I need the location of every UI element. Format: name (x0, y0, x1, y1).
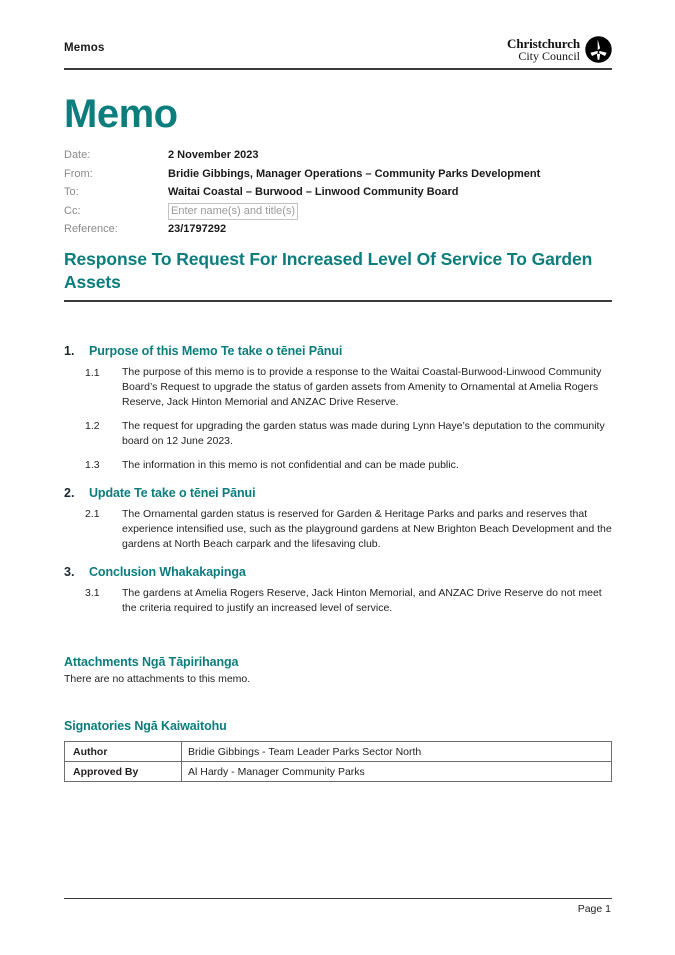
signatory-person-approved-by: Al Hardy - Manager Community Parks (182, 762, 612, 782)
section-2-title: Update Te take o tēnei Pānui (89, 485, 256, 500)
paragraph-3-1 (64, 586, 612, 616)
section-2-heading (64, 486, 612, 500)
meta-row-date (64, 146, 612, 165)
running-header-title: Memos (64, 42, 105, 54)
document-body (64, 344, 612, 628)
footer-page-number: Page 1 (577, 903, 611, 915)
meta-label-reference: Reference: (64, 223, 118, 235)
cc-input-field[interactable]: Enter name(s) and title(s) (168, 203, 298, 220)
section-1-title: Purpose of this Memo Te take o tēnei Pānui (89, 344, 343, 358)
section-1-number: 1. (64, 344, 75, 358)
memo-metadata (64, 146, 612, 239)
table-row (65, 742, 612, 762)
section-1-heading (64, 344, 612, 358)
paragraph-3-1-text: The gardens at Amelia Rogers Reserve, Jack Hinton Memorial, and ANZAC Drive Reserve do not meet the criteria required to justify an increased level of service. (122, 586, 602, 614)
council-logo-line1: Christchurch (507, 35, 580, 51)
memo-word: Memo (64, 92, 178, 136)
meta-label-to: To: (64, 186, 79, 198)
section-3 (64, 565, 612, 616)
signatories-section (64, 719, 612, 782)
meta-row-cc (64, 202, 612, 221)
section-3-number: 3. (64, 564, 75, 579)
attachments-text: There are no attachments to this memo. (64, 673, 251, 685)
section-3-heading (64, 565, 612, 579)
section-3-title: Conclusion Whakakapinga (89, 564, 246, 579)
paragraph-1-1 (64, 365, 612, 410)
meta-value-to: Waitai Coastal – Burwood – Linwood Community Board (168, 186, 459, 198)
attachments-section (64, 655, 612, 687)
paragraph-2-1-number: 2.1 (85, 508, 100, 521)
paragraph-1-2 (64, 419, 612, 449)
meta-label-cc: Cc: (64, 204, 81, 217)
section-2-number: 2. (64, 485, 75, 500)
meta-value-from: Bridie Gibbings, Manager Operations – Community Parks Development (168, 167, 541, 180)
section-2 (64, 486, 612, 552)
meta-value-date: 2 November 2023 (168, 149, 259, 161)
signatories-table (64, 741, 612, 782)
paragraph-1-3-number: 1.3 (85, 459, 100, 472)
title-divider (64, 300, 612, 302)
document-title: Response To Request For Increased Level Of Service To Garden Assets (64, 249, 593, 293)
meta-row-to (64, 183, 612, 202)
meta-value-reference: 23/1797292 (168, 223, 227, 235)
signatory-person-author: Bridie Gibbings - Team Leader Parks Sector North (182, 742, 612, 762)
council-crest-icon (585, 36, 612, 63)
meta-row-from (64, 165, 612, 184)
paragraph-1-3 (64, 458, 612, 473)
signatory-role-author: Author (65, 742, 182, 762)
paragraph-1-1-number: 1.1 (85, 366, 100, 379)
paragraph-1-1-text: The purpose of this memo is to provide a response to the Waitai Coastal-Burwood-Linwood Community Board’s Request to upgrade the status of garden assets from Amenity to Ornamental at Amelia Rogers Reserve, Jack Hinton Memorial and ANZAC Drive Reserve. (122, 366, 602, 408)
section-1 (64, 344, 612, 473)
council-logo (507, 36, 612, 63)
paragraph-1-3-text: The information in this memo is not confidential and can be made public. (122, 458, 459, 471)
council-logo-text (507, 37, 580, 62)
table-row (65, 762, 612, 782)
paragraph-3-1-number: 3.1 (85, 587, 100, 600)
meta-label-from: From: (64, 167, 93, 180)
signatories-heading: Signatories Ngā Kaiwaitohu (64, 719, 227, 733)
signatory-role-approved-by: Approved By (65, 762, 182, 782)
paragraph-1-2-text: The request for upgrading the garden status was made during Lynn Haye’s deputation to the community board on 12 June 2023. (122, 419, 605, 447)
meta-row-reference (64, 220, 612, 239)
paragraph-1-2-number: 1.2 (85, 420, 100, 433)
council-logo-line2: City Council (518, 49, 580, 63)
paragraph-2-1 (64, 507, 612, 552)
header-divider (64, 68, 612, 70)
attachments-heading: Attachments Ngā Tāpirihanga (64, 655, 239, 669)
meta-label-date: Date: (64, 149, 91, 161)
running-header (64, 35, 612, 70)
footer-divider (64, 898, 612, 899)
paragraph-2-1-text: The Ornamental garden status is reserved for Garden & Heritage Parks and parks and reserves that experience intensified use, such as the playground gardens at New Brighton Beach Development and the gardens at North Beach carpark and the lifesaving club. (122, 507, 612, 550)
